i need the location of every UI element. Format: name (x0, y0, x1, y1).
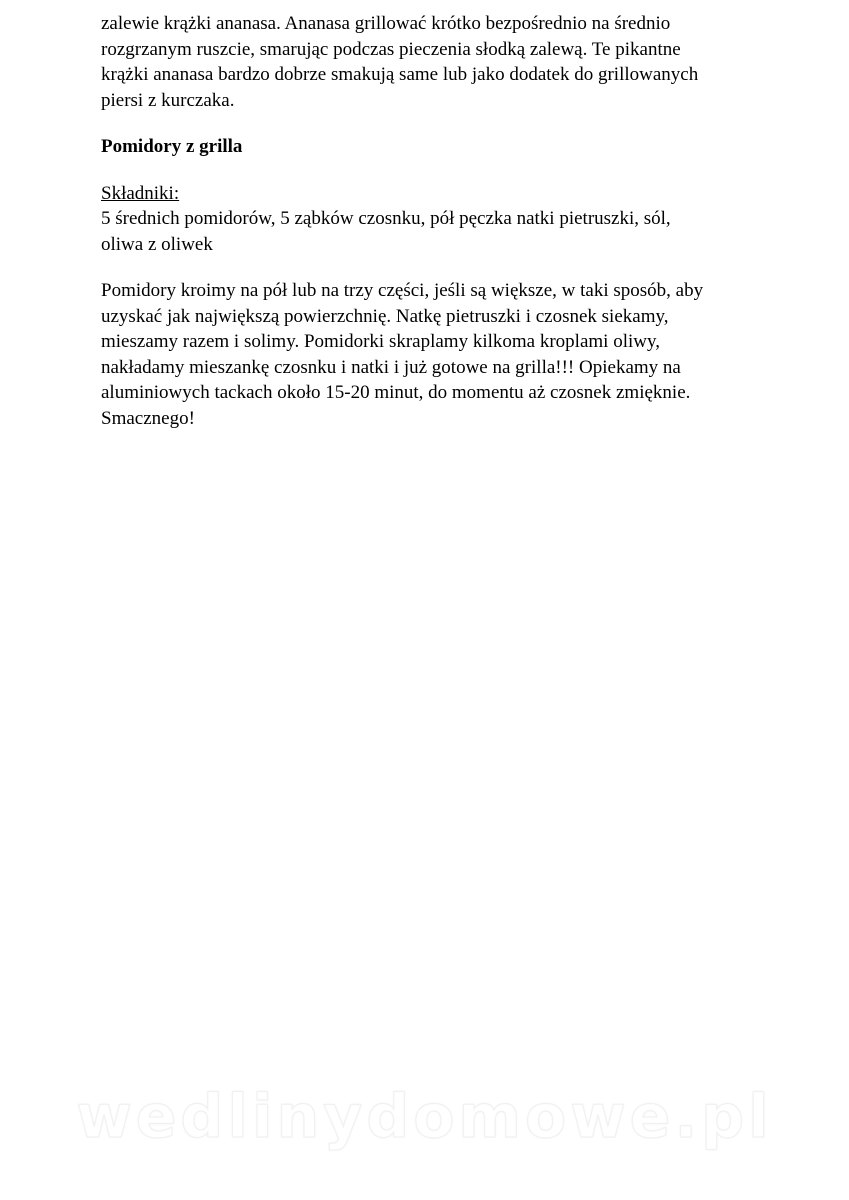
ingredients-section (101, 181, 761, 258)
paragraph-gap (101, 113, 761, 134)
document-body (101, 11, 761, 431)
instructions-line: aluminiowych tackach około 15-20 minut, do momentu aż czosnek zmięknie. (101, 382, 691, 403)
instructions-line: Smacznego! (101, 407, 195, 429)
ingredients-line: 5 średnich pomidorów, 5 ząbków czosnku, pół pęczka natki pietruszki, sól, (101, 208, 671, 229)
instructions-line: uzyskać jak największą powierzchnię. Natkę pietruszki i czosnek siekamy, (101, 305, 669, 327)
watermark: wedlinydomowe.pl (76, 1082, 773, 1152)
instructions-paragraph (101, 278, 761, 431)
intro-line: krążki ananasa bardzo dobrze smakują same lub jako dodatek do grillowanych (101, 64, 699, 85)
intro-line: rozgrzanym ruszcie, smarując podczas pieczenia słodką zalewą. Te pikantne (101, 38, 681, 60)
instructions-line: mieszamy razem i solimy. Pomidorki skraplamy kilkoma kroplami oliwy, (101, 331, 660, 352)
intro-line: piersi z kurczaka. (101, 89, 235, 111)
paragraph-gap (101, 160, 761, 181)
intro-paragraph (101, 11, 761, 113)
ingredients-label: Składniki: (101, 182, 180, 204)
intro-line: zalewie krążki ananasa. Ananasa grillować krótko bezpośrednio na średnio (101, 13, 671, 34)
paragraph-gap (101, 257, 761, 278)
ingredients-line: oliwa z oliwek (101, 233, 213, 255)
recipe-title: Pomidory z grilla (101, 136, 243, 157)
instructions-line: Pomidory kroimy na pół lub na trzy części, jeśli są większe, w taki sposób, aby (101, 280, 704, 301)
instructions-line: nakładamy mieszankę czosnku i natki i już gotowe na grilla!!! Opiekamy na (101, 356, 681, 378)
